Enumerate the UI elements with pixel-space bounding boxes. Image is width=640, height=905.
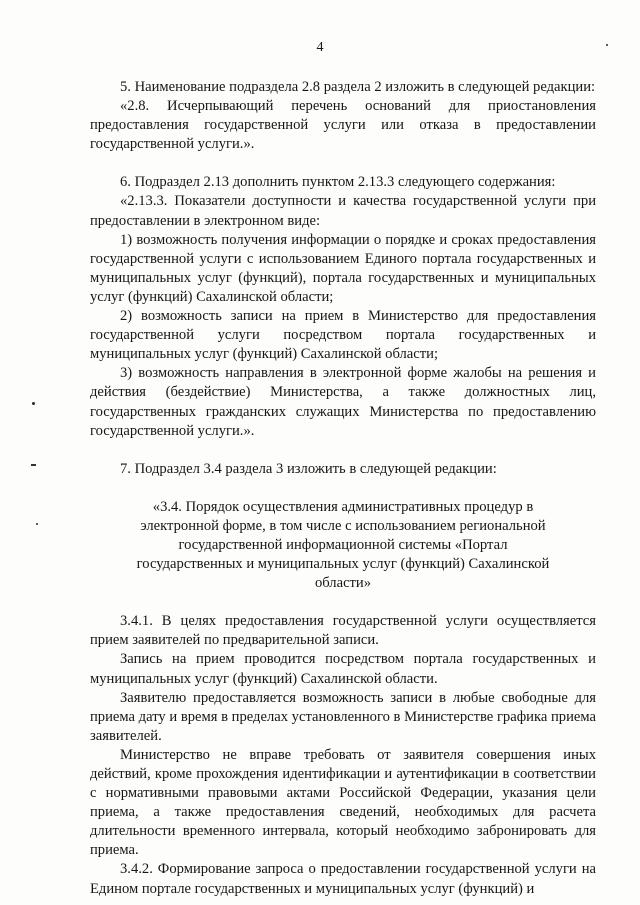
page-number: 4 <box>316 40 324 55</box>
document-body <box>90 78 596 899</box>
paragraph-item-5: 5. Наименование подраздела 2.8 раздела 2 изложить в следующей редакции: <box>120 79 596 95</box>
paragraph-3-4-1-record: Запись на прием проводится посредством портала государственных и муниципальных услуг (функций) Сахалинской области. <box>90 651 596 687</box>
scan-speck <box>606 44 608 46</box>
paragraph-3-4-1-restrictions: Министерство не вправе требовать от заявителя совершения иных действий, кроме прохождения идентификации и аутентификации в соответствии с нормативными правовыми актами Российской Федерации, указания цели приема, а также предоставления сведений, необходимых для расчета длительности временного интервала, который необходимо забронировать для приема. <box>90 746 596 859</box>
scan-speck <box>31 464 36 466</box>
paragraph-item-6-point-3: 3) возможность направления в электронной форме жалобы на решения и действия (бездействие) Министерства, а также должностных лиц, государственных гражданских служащих Министерства по предоставлению государственной услуги.». <box>90 365 596 439</box>
section-heading-3-4: «3.4. Порядок осуществления административных процедур в электронной форме, в том числе с использованием региональной государственной информационной системы «Портал государственных и муниципальных услуг (функций) Сахалинской области» <box>136 498 550 592</box>
paragraph-item-6-point-2: 2) возможность записи на прием в Министерство для предоставления государственной услуги посредством портала государственных и муниципальных услуг (функций) Сахалинской области; <box>90 308 596 363</box>
paragraph-item-7: 7. Подраздел 3.4 раздела 3 изложить в следующей редакции: <box>120 460 497 477</box>
paragraph-3-4-1: 3.4.1. В целях предоставления государственной услуги осуществляется прием заявителей по предварительной записи. <box>90 613 596 649</box>
paragraph-item-6: 6. Подраздел 2.13 дополнить пунктом 2.13.3 следующего содержания: <box>120 174 556 191</box>
paragraph-item-6-quote: «2.13.3. Показатели доступности и качества государственной услуги при предоставлении в электронном виде: <box>90 193 596 229</box>
paragraph-3-4-1-schedule: Заявителю предоставляется возможность записи в любые свободные для приема дату и время в пределах установленного в Министерстве графика приема заявителей. <box>90 689 596 744</box>
scan-speck <box>36 523 38 525</box>
paragraph-item-6-point-1: 1) возможность получения информации о порядке и сроках предоставления государственной услуги с использованием Единого портала государственных и муниципальных услуг (функций), портала государственных и муниципальных услуг (функций) Сахалинской области; <box>90 231 596 305</box>
paragraph-item-5-quote: «2.8. Исчерпывающий перечень оснований для приостановления предоставления государственной услуги или отказа в предоставлении государственной услуги.». <box>90 98 596 153</box>
scan-speck <box>32 402 35 405</box>
paragraph-3-4-2: 3.4.2. Формирование запроса о предоставлении государственной услуги на Едином портале государственных и муниципальных услуг (функций) и <box>90 861 596 897</box>
